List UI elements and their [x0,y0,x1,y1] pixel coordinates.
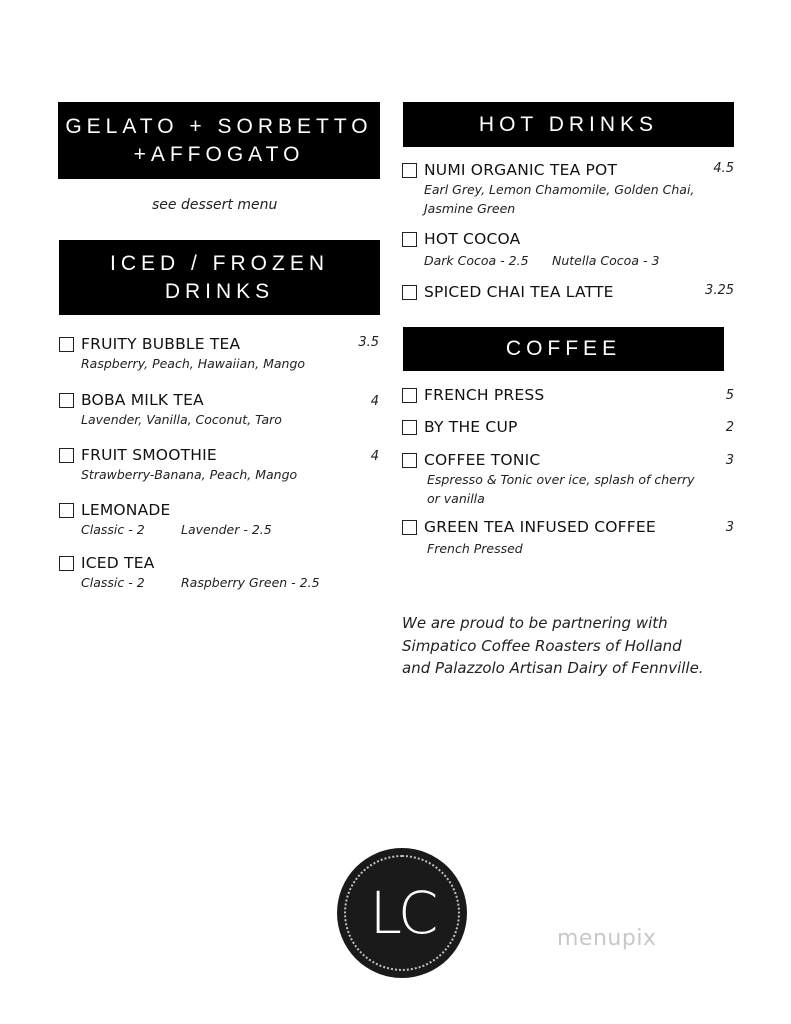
checkbox[interactable] [402,285,417,300]
checkbox[interactable] [59,556,74,571]
menu-item-green-tea-infused-coffee [402,518,734,558]
item-description [59,520,379,539]
item-name: BOBA MILK TEA [81,391,204,409]
iced-title-line2: DRINKS [164,279,275,303]
gelato-section-header [58,102,380,179]
partner-line: Simpatico Coffee Roasters of Holland [402,636,682,655]
item-description: Raspberry, Peach, Hawaiian, Mango [81,356,306,371]
checkbox[interactable] [402,420,417,435]
checkbox[interactable] [402,163,417,178]
menu-item-hot-cocoa [402,230,734,270]
checkbox[interactable] [59,337,74,352]
coffee-title: COFFEE [505,337,622,360]
hot-drinks-title: HOT DRINKS [478,112,659,136]
description-line: Jasmine Green [424,201,516,216]
item-name: NUMI ORGANIC TEA POT [424,161,618,179]
item-price: 4.5 [713,161,734,176]
item-price: 2 [725,420,734,435]
menu-item-by-the-cup [402,418,734,436]
item-description [402,470,734,508]
item-price: 4 [370,449,379,464]
menu-item-numi-organic-tea-pot [402,161,734,218]
menu-item-iced-tea [59,554,379,592]
item-description [59,573,379,592]
item-price: 3 [725,520,734,535]
item-price: 5 [725,388,734,403]
option-nutella-cocoa: Nutella Cocoa - 3 [551,253,660,268]
item-price: 3.25 [705,283,734,298]
menu-item-coffee-tonic [402,451,734,508]
description-line: Espresso & Tonic over ice, splash of cherry [427,472,695,487]
item-price: 3.5 [358,335,379,350]
description-line: or vanilla [427,491,485,506]
item-description: French Pressed [427,541,523,556]
checkbox[interactable] [402,453,417,468]
checkbox[interactable] [402,520,417,535]
lc-logo [337,848,467,978]
menu-item-fruit-smoothie [59,446,379,484]
item-name: LEMONADE [81,501,171,519]
item-name: FRENCH PRESS [424,386,545,404]
option-lavender: Lavender - 2.5 [180,522,272,537]
checkbox[interactable] [59,393,74,408]
partner-statement [402,612,732,680]
checkbox[interactable] [402,388,417,403]
menupix-watermark: menupix [557,926,657,951]
item-name: ICED TEA [81,554,155,572]
menu-item-spiced-chai-tea-latte [402,283,734,301]
item-price: 4 [370,394,379,409]
item-description [402,180,734,218]
menu-item-fruity-bubble-tea [59,335,379,373]
item-name: BY THE CUP [424,418,518,436]
option-classic: Classic - 2 [81,522,145,537]
gelato-note: see dessert menu [152,197,278,213]
menu-item-lemonade [59,501,379,539]
checkbox[interactable] [402,232,417,247]
item-name: GREEN TEA INFUSED COFFEE [424,518,656,536]
hot-drinks-section-header [403,102,734,147]
gelato-title-line2: +AFFOGATO [133,142,305,166]
option-raspberry-green: Raspberry Green - 2.5 [180,575,320,590]
iced-section-header [59,240,380,315]
item-name: FRUITY BUBBLE TEA [81,335,241,353]
logo-text: LC [369,879,435,947]
menu-item-french-press [402,386,734,404]
item-name: COFFEE TONIC [424,451,541,469]
item-description [402,251,734,270]
checkbox[interactable] [59,503,74,518]
gelato-title-line1: GELATO + SORBETTO [65,114,373,138]
item-price: 3 [725,453,734,468]
item-name: FRUIT SMOOTHIE [81,446,217,464]
menu-item-boba-milk-tea [59,391,379,429]
checkbox[interactable] [59,448,74,463]
item-description: Strawberry-Banana, Peach, Mango [81,467,298,482]
option-classic: Classic - 2 [81,575,145,590]
item-description: Lavender, Vanilla, Coconut, Taro [81,412,282,427]
partner-line: We are proud to be partnering with [402,614,668,632]
item-name: HOT COCOA [424,230,521,248]
description-line: Earl Grey, Lemon Chamomile, Golden Chai, [424,182,695,197]
option-dark-cocoa: Dark Cocoa - 2.5 [424,253,529,268]
iced-title-line1: ICED / FROZEN [109,251,329,275]
coffee-section-header [403,327,724,371]
partner-line: and Palazzolo Artisan Dairy of Fennville. [402,659,704,677]
item-name: SPICED CHAI TEA LATTE [424,283,614,301]
